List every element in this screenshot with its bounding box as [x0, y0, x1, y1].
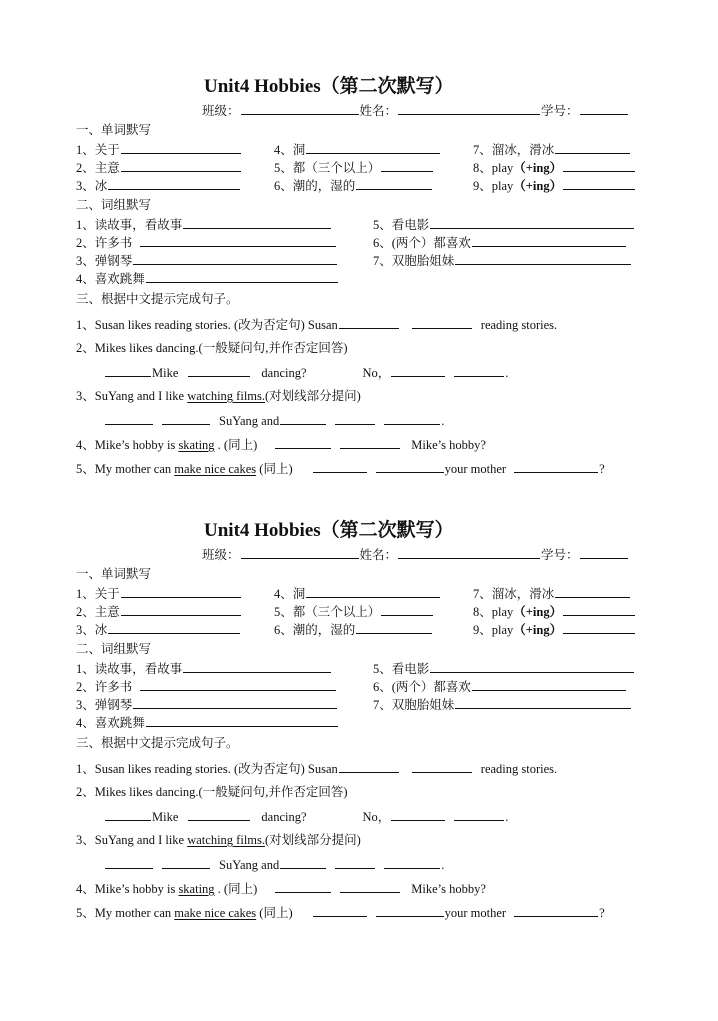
- phrase-item-label: 6、(两个）都喜欢: [373, 680, 471, 694]
- phrase-item-4: [76, 270, 339, 287]
- word-item-7: [473, 141, 631, 158]
- answer-blank[interactable]: [306, 585, 440, 598]
- class-blank[interactable]: [241, 546, 359, 559]
- phrase-item-label: 7、双胞胎姐妹: [373, 698, 455, 712]
- phrase-item-label: 1、读故事，看故事: [76, 662, 183, 676]
- word-item-2: [76, 159, 242, 176]
- word-item-9: [473, 621, 636, 638]
- sentence-2-prompt: 2、Mikes likes dancing.(一般疑问句,并作否定回答): [76, 785, 348, 799]
- word-item-label: 7、溜冰，滑冰: [473, 143, 555, 157]
- phrase-item-2: [76, 234, 337, 251]
- sentence-text: 4、Mike’s hobby is: [76, 882, 179, 896]
- phrase-item-7: [373, 252, 632, 269]
- number-label: 学号：: [541, 548, 579, 562]
- word-item-label: 9、play: [473, 623, 514, 637]
- section-2-heading: 二、词组默写: [76, 198, 152, 212]
- answer-blank[interactable]: [472, 234, 626, 247]
- answer-blank[interactable]: [381, 159, 433, 172]
- phrase-item-label: 5、看电影: [373, 662, 430, 676]
- section-1-heading: 一、单词默写: [76, 123, 152, 137]
- sentence-text: Mike: [152, 810, 179, 824]
- answer-blank[interactable]: [391, 808, 445, 821]
- answer-blank[interactable]: [108, 621, 240, 634]
- underlined-part: watching films.: [187, 833, 265, 847]
- answer-blank[interactable]: [306, 141, 440, 154]
- phrase-item-label: 1、读故事，看故事: [76, 218, 183, 232]
- sentence-text: reading stories.: [480, 318, 558, 332]
- sentence-text: (同上): [256, 906, 293, 920]
- section-3-heading: 三、根据中文提示完成句子。: [76, 292, 239, 306]
- sentence-text: 1、Susan likes reading stories. (改为否定句) Susan: [76, 762, 338, 776]
- sentence-text: .: [441, 858, 445, 872]
- sentence-1: [76, 316, 557, 333]
- sentence-text: 5、My mother can: [76, 462, 175, 476]
- sentence-text: 3、SuYang and I like: [76, 833, 188, 847]
- answer-blank[interactable]: [133, 252, 337, 265]
- phrase-item-label: 6、(两个）都喜欢: [373, 236, 471, 250]
- sentence-text: ?: [599, 906, 605, 920]
- sheet-title: Unit4 Hobbies（第二次默写）: [204, 520, 454, 541]
- phrase-item-label: 4、喜欢跳舞: [76, 272, 145, 286]
- section-2-heading: 二、词组默写: [76, 642, 152, 656]
- word-item-label: 8、play: [473, 161, 514, 175]
- name-label: 姓名：: [359, 548, 398, 562]
- answer-blank[interactable]: [384, 856, 440, 869]
- sentence-text: . (同上): [214, 882, 258, 896]
- word-item-1: [76, 585, 242, 602]
- underlined-part: make nice cakes: [174, 462, 257, 476]
- word-item-8: [473, 159, 636, 176]
- sentence-3-answer: [104, 856, 444, 873]
- sentence-text: No，: [362, 810, 391, 824]
- phrase-item-label: 3、弹钢琴: [76, 698, 133, 712]
- answer-blank[interactable]: [381, 603, 433, 616]
- phrase-item-6: [373, 234, 627, 251]
- word-item-4: [274, 141, 441, 158]
- sentence-text: 5、My mother can: [76, 906, 175, 920]
- word-item-label: 9、play: [473, 179, 514, 193]
- phrase-item-3: [76, 696, 338, 713]
- sentence-text: SuYang and: [219, 414, 280, 428]
- sentence-text: reading stories.: [480, 762, 558, 776]
- sentence-2-prompt: 2、Mikes likes dancing.(一般疑问句,并作否定回答): [76, 341, 348, 355]
- section-3-heading: 三、根据中文提示完成句子。: [76, 736, 239, 750]
- answer-blank[interactable]: [555, 585, 630, 598]
- answer-blank[interactable]: [339, 316, 399, 329]
- answer-blank[interactable]: [313, 904, 367, 917]
- phrase-item-label: 7、双胞胎姐妹: [373, 254, 455, 268]
- sentence-3-prompt: [76, 388, 361, 404]
- answer-blank[interactable]: [133, 696, 337, 709]
- sentence-text: No，: [362, 366, 391, 380]
- phrase-item-label: 5、看电影: [373, 218, 430, 232]
- word-item-label: 3、冰: [76, 623, 108, 637]
- word-item-label: 3、冰: [76, 179, 108, 193]
- sentence-text: dancing?: [261, 810, 307, 824]
- phrase-item-label: 3、弹钢琴: [76, 254, 133, 268]
- sentence-text: .: [441, 414, 445, 428]
- answer-blank[interactable]: [121, 159, 241, 172]
- answer-blank[interactable]: [391, 364, 445, 377]
- sheet-title: Unit4 Hobbies（第二次默写）: [204, 76, 454, 97]
- phrase-item-1: [76, 660, 332, 677]
- sentence-text: 4、Mike’s hobby is: [76, 438, 179, 452]
- phrase-item-5: [373, 660, 635, 677]
- answer-blank[interactable]: [340, 880, 400, 893]
- answer-blank[interactable]: [280, 412, 326, 425]
- word-item-5: [274, 603, 434, 620]
- answer-blank[interactable]: [335, 856, 375, 869]
- answer-blank[interactable]: [146, 714, 338, 727]
- sentence-text: (对划线部分提问): [265, 389, 361, 403]
- phrase-item-1: [76, 216, 332, 233]
- answer-blank[interactable]: [454, 808, 504, 821]
- answer-blank[interactable]: [162, 856, 210, 869]
- answer-blank[interactable]: [108, 177, 240, 190]
- class-label: 班级：: [202, 104, 240, 118]
- answer-blank[interactable]: [454, 364, 504, 377]
- answer-blank[interactable]: [412, 760, 472, 773]
- answer-blank[interactable]: [105, 808, 151, 821]
- answer-blank[interactable]: [356, 621, 432, 634]
- answer-blank[interactable]: [105, 364, 151, 377]
- underlined-part: skating: [178, 882, 215, 896]
- word-item-8: [473, 603, 636, 620]
- word-item-label: 4、洞: [274, 143, 306, 157]
- phrase-item-7: [373, 696, 632, 713]
- sentence-3-answer: [104, 412, 444, 429]
- answer-blank[interactable]: [183, 660, 331, 673]
- sentence-text: Mike: [152, 366, 179, 380]
- answer-blank[interactable]: [121, 603, 241, 616]
- underlined-part: make nice cakes: [174, 906, 257, 920]
- underlined-part: watching films.: [187, 389, 265, 403]
- number-blank[interactable]: [580, 546, 628, 559]
- phrase-item-5: [373, 216, 635, 233]
- sentence-2-answer: [104, 364, 508, 381]
- answer-blank[interactable]: [140, 234, 336, 247]
- answer-blank[interactable]: [563, 159, 635, 172]
- sentence-1: [76, 760, 557, 777]
- answer-blank[interactable]: [563, 177, 635, 190]
- answer-blank[interactable]: [472, 678, 626, 691]
- underlined-part: skating: [178, 438, 215, 452]
- answer-blank[interactable]: [121, 585, 241, 598]
- sentence-text: 3、SuYang and I like: [76, 389, 188, 403]
- number-blank[interactable]: [580, 102, 628, 115]
- answer-blank[interactable]: [105, 412, 153, 425]
- word-item-9: [473, 177, 636, 194]
- sentence-text: .: [505, 810, 509, 824]
- name-blank[interactable]: [398, 102, 540, 115]
- sentence-4: [76, 880, 486, 897]
- sentence-text: Mike’s hobby?: [411, 438, 486, 452]
- sentence-text: (同上): [256, 462, 293, 476]
- answer-blank[interactable]: [188, 364, 250, 377]
- word-item-label: 1、关于: [76, 587, 120, 601]
- class-blank[interactable]: [241, 102, 359, 115]
- word-item-label: 6、潮的，湿的: [274, 179, 356, 193]
- word-item-label: 1、关于: [76, 143, 120, 157]
- sentence-text: .: [505, 366, 509, 380]
- word-item-4: [274, 585, 441, 602]
- word-item-label: 2、主意: [76, 605, 120, 619]
- sentence-text: ?: [599, 462, 605, 476]
- word-item-label: 6、潮的，湿的: [274, 623, 356, 637]
- word-item-6: [274, 177, 433, 194]
- answer-blank[interactable]: [430, 660, 634, 673]
- answer-blank[interactable]: [275, 880, 331, 893]
- name-label: 姓名：: [359, 104, 398, 118]
- word-item-3: [76, 621, 241, 638]
- answer-blank[interactable]: [384, 412, 440, 425]
- name-blank[interactable]: [398, 546, 540, 559]
- section-1-heading: 一、单词默写: [76, 567, 152, 581]
- answer-blank[interactable]: [514, 904, 598, 917]
- answer-blank[interactable]: [563, 603, 635, 616]
- answer-blank[interactable]: [146, 270, 338, 283]
- sentence-2-answer: [104, 808, 508, 825]
- number-label: 学号：: [541, 104, 579, 118]
- phrase-item-3: [76, 252, 338, 269]
- answer-blank[interactable]: [356, 177, 432, 190]
- word-item-label: 5、都（三个以上）: [274, 605, 381, 619]
- word-item-label: 4、洞: [274, 587, 306, 601]
- word-item-5: [274, 159, 434, 176]
- answer-blank[interactable]: [339, 760, 399, 773]
- answer-blank[interactable]: [105, 856, 153, 869]
- ing-hint: （+ing）: [513, 623, 563, 637]
- answer-blank[interactable]: [376, 904, 444, 917]
- word-item-label: 2、主意: [76, 161, 120, 175]
- answer-blank[interactable]: [555, 141, 630, 154]
- answer-blank[interactable]: [280, 856, 326, 869]
- word-item-6: [274, 621, 433, 638]
- phrase-item-label: 2、许多书: [76, 680, 133, 694]
- sentence-text: Mike’s hobby?: [411, 882, 486, 896]
- answer-blank[interactable]: [188, 808, 250, 821]
- answer-blank[interactable]: [162, 412, 210, 425]
- dictation-sheet-1: [0, 0, 718, 445]
- word-item-3: [76, 177, 241, 194]
- ing-hint: （+ing）: [513, 605, 563, 619]
- sentence-text: dancing?: [261, 366, 307, 380]
- answer-blank[interactable]: [412, 316, 472, 329]
- word-item-label: 5、都（三个以上）: [274, 161, 381, 175]
- dictation-sheet-2: [0, 444, 718, 889]
- sentence-text: SuYang and: [219, 858, 280, 872]
- sentence-text: your mother: [444, 906, 507, 920]
- answer-blank[interactable]: [335, 412, 375, 425]
- phrase-item-2: [76, 678, 337, 695]
- ing-hint: （+ing）: [513, 179, 563, 193]
- word-item-2: [76, 603, 242, 620]
- answer-blank[interactable]: [183, 216, 331, 229]
- phrase-item-6: [373, 678, 627, 695]
- word-item-label: 8、play: [473, 605, 514, 619]
- answer-blank[interactable]: [455, 696, 631, 709]
- sentence-3-prompt: [76, 832, 361, 848]
- answer-blank[interactable]: [121, 141, 241, 154]
- word-item-1: [76, 141, 242, 158]
- sentence-text: 1、Susan likes reading stories. (改为否定句) Susan: [76, 318, 338, 332]
- answer-blank[interactable]: [140, 678, 336, 691]
- answer-blank[interactable]: [430, 216, 634, 229]
- answer-blank[interactable]: [563, 621, 635, 634]
- word-item-label: 7、溜冰，滑冰: [473, 587, 555, 601]
- student-info-row: [202, 546, 629, 563]
- sentence-text: . (同上): [214, 438, 258, 452]
- word-item-7: [473, 585, 631, 602]
- ing-hint: （+ing）: [513, 161, 563, 175]
- phrase-item-4: [76, 714, 339, 731]
- class-label: 班级：: [202, 548, 240, 562]
- sentence-5: [76, 904, 605, 921]
- phrase-item-label: 2、许多书: [76, 236, 133, 250]
- sentence-text: (对划线部分提问): [265, 833, 361, 847]
- student-info-row: [202, 102, 629, 119]
- sentence-text: your mother: [444, 462, 507, 476]
- answer-blank[interactable]: [455, 252, 631, 265]
- phrase-item-label: 4、喜欢跳舞: [76, 716, 145, 730]
